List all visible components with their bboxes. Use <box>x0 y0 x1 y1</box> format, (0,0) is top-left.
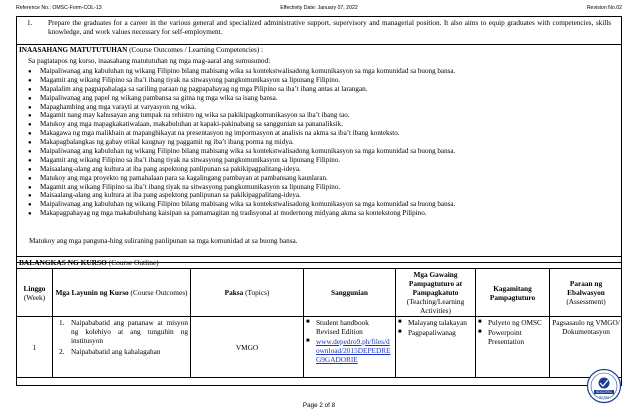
course-outcomes-intro: Sa pagtatapos ng kurso, inaasahang matututuhan ng mga mag-aaral ang sumusunod: <box>28 57 271 65</box>
bullet-icon: ● <box>28 175 32 182</box>
bullet-icon: ■ <box>478 329 482 335</box>
cell-materials <box>476 317 550 378</box>
bullet-icon: ● <box>28 157 32 164</box>
list-item <box>28 174 615 183</box>
list-item <box>28 94 615 103</box>
list-item-text: Maipaliwanag ang kabuluhan ng wikang Filipino bilang mabisang wika sa kontekstwalisadong komunikasyon sa mga komunidad sa buong bansa. <box>40 200 456 209</box>
bullet-icon: ■ <box>398 329 402 335</box>
bullet-icon: ● <box>28 86 32 93</box>
list-item-text: Makapagpahayag ng mga makabuluhang kaisipan sa pamamagitan ng tradisyonal at modernong midyang akma sa kontekstong Pilipino. <box>40 209 427 218</box>
list-item <box>28 76 615 85</box>
header-topics: Paksa (Topics) <box>191 269 304 317</box>
header-materials: Kagamitang Pampagtuturo <box>476 269 550 317</box>
header-references: Sanggunian <box>304 269 396 317</box>
list-item <box>478 318 547 327</box>
list-item <box>28 200 615 209</box>
bullet-icon: ● <box>28 211 32 218</box>
list-item-text: Magamit ang wikang Filipino sa iba’t ibang tiyak na sitwasyong pangkomunikasyon sa lipunang Filipino. <box>40 75 341 84</box>
bullet-icon: ● <box>28 140 32 147</box>
list-item-text: Maipaliwanag ang kabuluhan ng wikang Filipino bilang mabisang wika sa kontekstwalisadong komunikasyon sa mga komunidad sa buong bansa. <box>40 147 456 156</box>
bullet-icon: ● <box>28 77 32 84</box>
bullet-icon: ● <box>28 69 32 75</box>
outcome-text: Naipababatid ang kahalagahan <box>71 347 161 356</box>
bullet-icon: ■ <box>398 319 402 325</box>
outcomes-box <box>16 16 622 263</box>
list-item-text: Matukoy ang mga mapagkakatiwalaan, makabuluhan at kapaki-pakinabang sa sanggunian sa pananaliksik. <box>40 120 343 129</box>
cell-assessment: Pagsasaulo ng VMGO/ Dokumentasyon <box>550 317 623 378</box>
list-item <box>306 318 393 336</box>
list-item-text: Matukoy ang mga proyekto ng pamahalaan para sa kagalingang pambayan at pambansang kaunlaran. <box>40 173 328 182</box>
table-header-row <box>17 269 623 317</box>
list-item-text: Pagpapaliwanag <box>408 328 456 337</box>
header-week: Linggo (Week) <box>17 269 53 317</box>
list-item-text: Magamit ang wikang Filipino sa iba’t ibang tiyak na sitwasyong pangkomunikasyon sa lipunang Filipino. <box>40 155 341 164</box>
outcome-number: 1. <box>59 318 65 327</box>
list-item <box>28 183 615 192</box>
course-outline-heading <box>19 258 159 267</box>
course-outline-box <box>16 256 622 386</box>
outcome-list <box>55 318 188 356</box>
objective-text: Prepare the graduates for a career in the various general and specialized administrative support, supervisory and managerial position. It also aims to equip graduates with competencies, skills knowledge, and work values necessary for self-employment. <box>48 19 611 37</box>
outcome-number: 2. <box>59 347 65 356</box>
list-item-text: Makagawa ng mga malikhain at mapanghikayat na presentasyon ng impormasyon at analisis na akma sa iba’t ibang konteksto. <box>40 129 400 138</box>
list-item <box>28 111 615 120</box>
list-item <box>28 103 615 112</box>
bullet-icon: ■ <box>306 319 310 325</box>
page-header <box>16 5 622 13</box>
list-item <box>28 147 615 156</box>
bullet-icon: ● <box>28 149 32 156</box>
cell-activities <box>396 317 476 378</box>
list-item <box>28 129 615 138</box>
header-assessment: Paraan ng Ebalwasyon (Assessment) <box>550 269 623 317</box>
list-item-text: Maipaliwanag ang papel ng wikang pambansa sa gitna ng mga wika sa isang bansa. <box>40 93 278 102</box>
list-item-text: Makapagbalangkas ng gabay etikal kaugnay ng paggamit ng iba’t ibang porma ng midya. <box>40 138 294 147</box>
socotec-seal-icon <box>586 368 622 404</box>
table-row <box>17 317 623 378</box>
bullet-icon: ● <box>28 113 32 120</box>
list-item <box>28 138 615 147</box>
bullet-icon: ● <box>28 202 32 209</box>
list-item <box>55 318 188 345</box>
cell-references <box>304 317 396 378</box>
materials-list <box>478 318 547 346</box>
list-item <box>478 328 547 346</box>
bullet-icon: ■ <box>478 319 482 325</box>
bullet-icon: ■ <box>306 338 310 344</box>
header-course-outcomes: Mga Layunin ng Kurso (Course Outcomes) <box>53 269 191 317</box>
list-item-text: Malayang talakayan <box>408 318 467 327</box>
course-outline-subtitle: (Course Outline) <box>108 258 159 267</box>
header-activities: Mga Gawaing Pampagtuturo at Pampagkatuto (Teaching/Learning Activities) <box>396 269 476 317</box>
list-item <box>28 209 615 218</box>
list-item-text: Student handbook Revised Edition <box>316 318 369 336</box>
list-item <box>55 347 188 356</box>
bullet-icon: ● <box>28 122 32 129</box>
list-item <box>398 318 473 327</box>
list-item <box>306 337 393 364</box>
cell-week: 1 <box>17 317 53 378</box>
list-item-text: Magamit ang wikang Filipino sa iba’t ibang tiyak na sitwasyong pangkomunikasyon sa lipunang Filipino. <box>40 182 341 191</box>
list-item <box>28 191 615 200</box>
effectivity-date: Effectivity Date: January 07, 2022 <box>280 5 358 11</box>
cell-topic: VMGO <box>191 317 304 378</box>
page-number: Page 2 of 8 <box>302 402 336 409</box>
course-outcomes-list <box>28 67 615 218</box>
list-item-text: Maipaliwanag ang kabuluhan ng wikang Filipino bilang mabisang wika sa kontekstwalisadong komunikasyon sa mga komunidad sa buong bansa. <box>40 67 456 75</box>
list-item-text: Maisaalang-alang ang kultura at iba pang aspektong panlipunan sa pakikipagpalitang-ideya. <box>40 191 301 200</box>
objective-number: 1. <box>27 19 33 27</box>
list-item-text: Maisaalang-alang ang kultura at iba pang aspektong panlipunan sa pakikipagpalitang-ideya. <box>40 164 301 173</box>
course-outline-table <box>16 268 622 378</box>
reference-list <box>306 318 393 364</box>
list-item <box>28 165 615 174</box>
list-item-text: Mapalalim ang pagpapahalaga sa sariling paraan ng pagpapahayag ng mga Pilipino sa iba’t ibang antas at larangan. <box>40 84 368 93</box>
reference-number: Reference No.: OMSC-Form-COL-13 <box>16 5 102 11</box>
list-item <box>28 85 615 94</box>
list-item-text: Magamit nang may kahusayan ang tumpak na rehistro ng wika sa pakikipagkomunikasyon sa iba’t ibang tao. <box>40 111 350 120</box>
bullet-icon: ● <box>28 193 32 200</box>
outcome-text: Naipababatid ang pananaw at misyon ng kolehiyo at ang tunguhin ng institusyon <box>71 318 188 345</box>
list-item-text: Powerpoint Presentation <box>488 328 525 346</box>
course-outcomes-last-line: Matukoy ang mga panguna-hing suliraning panlipunan sa mga komunidad at sa buong bansa. <box>29 237 298 245</box>
bullet-icon: ● <box>28 104 32 111</box>
course-outcomes-heading <box>19 46 263 54</box>
list-item <box>28 67 615 76</box>
list-item-text: Mapaghambing ang mga varayti at varyasyon ng wika. <box>40 102 197 111</box>
bullet-icon: ● <box>28 166 32 173</box>
seal-sub: ISO 9001 <box>598 396 610 399</box>
program-objective-row <box>17 17 621 45</box>
course-outcomes-title: INAASAHANG MATUTUTUHAN <box>19 46 128 54</box>
revision-number: Revision No.02 <box>586 5 622 11</box>
activity-list <box>398 318 473 337</box>
list-item <box>28 120 615 129</box>
cell-outcomes <box>53 317 191 378</box>
list-item-text: Pulyeto ng OMSC <box>488 318 542 327</box>
bullet-icon: ● <box>28 131 32 138</box>
course-outcomes-subtitle: (Course Outcomes / Learning Competencies) : <box>129 46 264 54</box>
bullet-icon: ● <box>28 184 32 191</box>
seal-label: SOCOTEC <box>596 390 612 395</box>
reference-link[interactable]: www.depedro9.ph/files/download/2015DEPEDREG9GADORIE <box>316 337 391 364</box>
bullet-icon: ● <box>28 95 32 102</box>
course-outline-title: BALANGKAS NG KURSO <box>19 258 107 267</box>
list-item <box>398 328 473 337</box>
list-item <box>28 156 615 165</box>
